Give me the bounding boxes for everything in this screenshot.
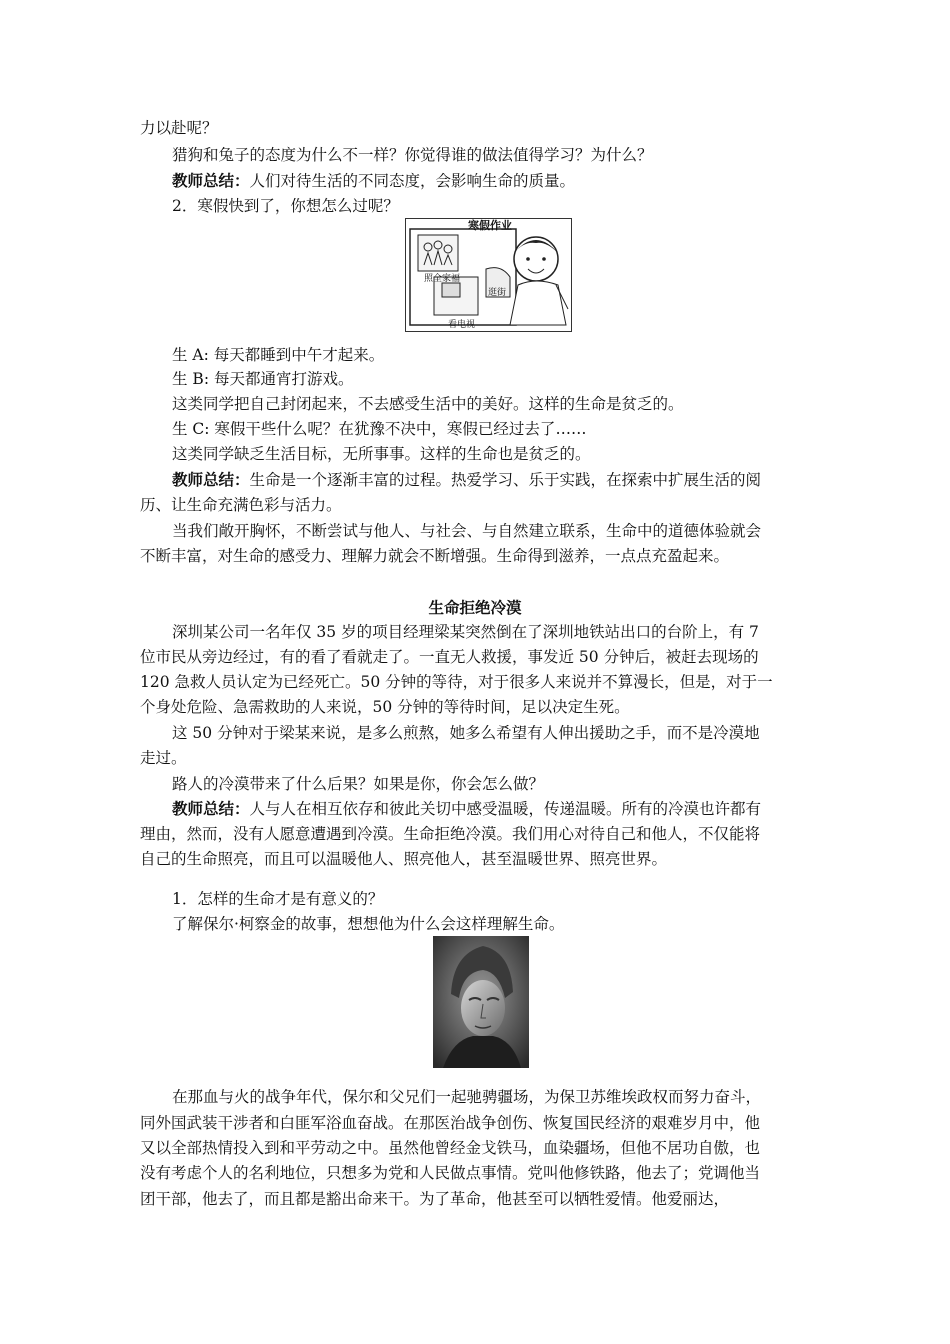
teacher-summary-line [172,470,761,490]
paragraph-line: 又以全部热情投入到和平劳动之中。虽然他曾经金戈铁马，血染疆场，但他不居功自傲，也 [140,1139,761,1157]
paragraph-line: 自己的生命照亮，而且可以温暖他人、照亮他人，甚至温暖世界、照亮世界。 [140,850,668,868]
cartoon-label: 逛街 [488,288,507,298]
section-title: 生命拒绝冷漠 [428,599,522,617]
teacher-summary-line [172,799,761,819]
paragraph-line: 这类同学缺乏生活目标，无所事事。这样的生命也是贫乏的。 [172,445,591,463]
teacher-summary-text: 人们对待生活的不同态度，会影响生命的质量。 [249,172,576,190]
paragraph-line: 团干部，他去了，而且都是豁出命来干。为了革命，他甚至可以牺牲爱情。他爱丽达， [140,1190,730,1208]
paragraph-line: 理由，然而，没有人愿意遭遇到冷漠。生命拒绝冷漠。我们用心对待自己和他人，不仅能将 [140,825,761,843]
paragraph-line: 没有考虑个人的名利地位，只想多为党和人民做点事情。党叫他修铁路，他去了；党调他当 [140,1164,761,1182]
cartoon-title: 寒假作业 [468,219,512,232]
portrait-photo [433,936,529,1068]
paragraph-line: 120 急救人员认定为已经死亡。50 分钟的等待，对于很多人来说并不算漫长，但是，对于一 [140,673,773,691]
paragraph-line: 生 B: 每天都通宵打游戏。 [172,370,354,388]
paragraph-line: 当我们敞开胸怀，不断尝试与他人、与社会、与自然建立联系，生命中的道德体验就会 [172,522,762,540]
paragraph-line: 这类同学把自己封闭起来，不去感受生活中的美好。这样的生命是贫乏的。 [172,395,684,413]
paragraph-line: 这 50 分钟对于梁某来说，是多么煎熬，她多么希望有人伸出援助之手，而不是冷漠地 [172,724,760,742]
paragraph-line: 猎狗和兔子的态度为什么不一样？你觉得谁的做法值得学习？为什么？ [172,146,653,164]
paragraph-line: 了解保尔·柯察金的故事，想想他为什么会这样理解生命。 [172,915,565,933]
paragraph-line: 不断丰富，对生命的感受力、理解力就会不断增强。生命得到滋养，一点点充盈起来。 [140,547,730,565]
question-heading: 1．怎样的生命才是有意义的？ [172,890,384,908]
paragraph-line: 生 C: 寒假干些什么呢？在犹豫不决中，寒假已经过去了…… [172,420,587,438]
teacher-summary-text: 生命是一个逐渐丰富的过程。热爱学习、乐于实践，在探索中扩展生活的阅 [249,471,762,489]
paragraph-line: 位市民从旁边经过，有的看了看就走了。一直无人救援，事发近 50 分钟后，被赶去现场的 [140,648,759,666]
paragraph-line: 历、让生命充满色彩与活力。 [140,496,342,514]
cartoon-label: 照全家福 [424,274,461,284]
portrait-image [433,936,529,1068]
teacher-summary-label: 教师总结： [172,172,250,190]
paragraph-line: 同外国武装干涉者和白匪军浴血奋战。在那医治战争创伤、恢复国民经济的艰难岁月中，他 [140,1114,761,1132]
paragraph-line: 深圳某公司一名年仅 35 岁的项目经理梁某突然倒在了深圳地铁站出口的台阶上，有 7 [172,623,759,641]
teacher-summary-line [172,171,575,191]
teacher-summary-text: 人与人在相互依存和彼此关切中感受温暖，传递温暖。所有的冷漠也许都有 [249,800,762,818]
paragraph-line: 路人的冷漠带来了什么后果？如果是你，你会怎么做？ [172,775,545,793]
paragraph-line: 在那血与火的战争年代，保尔和父兄们一起驰骋疆场，为保卫苏维埃政权而努力奋斗， [172,1088,762,1106]
cartoon-label: 看电视 [448,320,476,330]
teacher-summary-label: 教师总结： [172,800,250,818]
teacher-summary-label: 教师总结： [172,471,250,489]
paragraph-line: 力以赴呢？ [140,119,218,137]
paragraph-line: 个身处危险、急需救助的人来说，50 分钟的等待时间，足以决定生死。 [140,698,630,716]
winter-break-cartoon [405,218,572,332]
paragraph-line: 生 A: 每天都睡到中午才起来。 [172,346,385,364]
question-heading: 2．寒假快到了，你想怎么过呢？ [172,197,399,215]
paragraph-line: 走过。 [140,749,187,767]
